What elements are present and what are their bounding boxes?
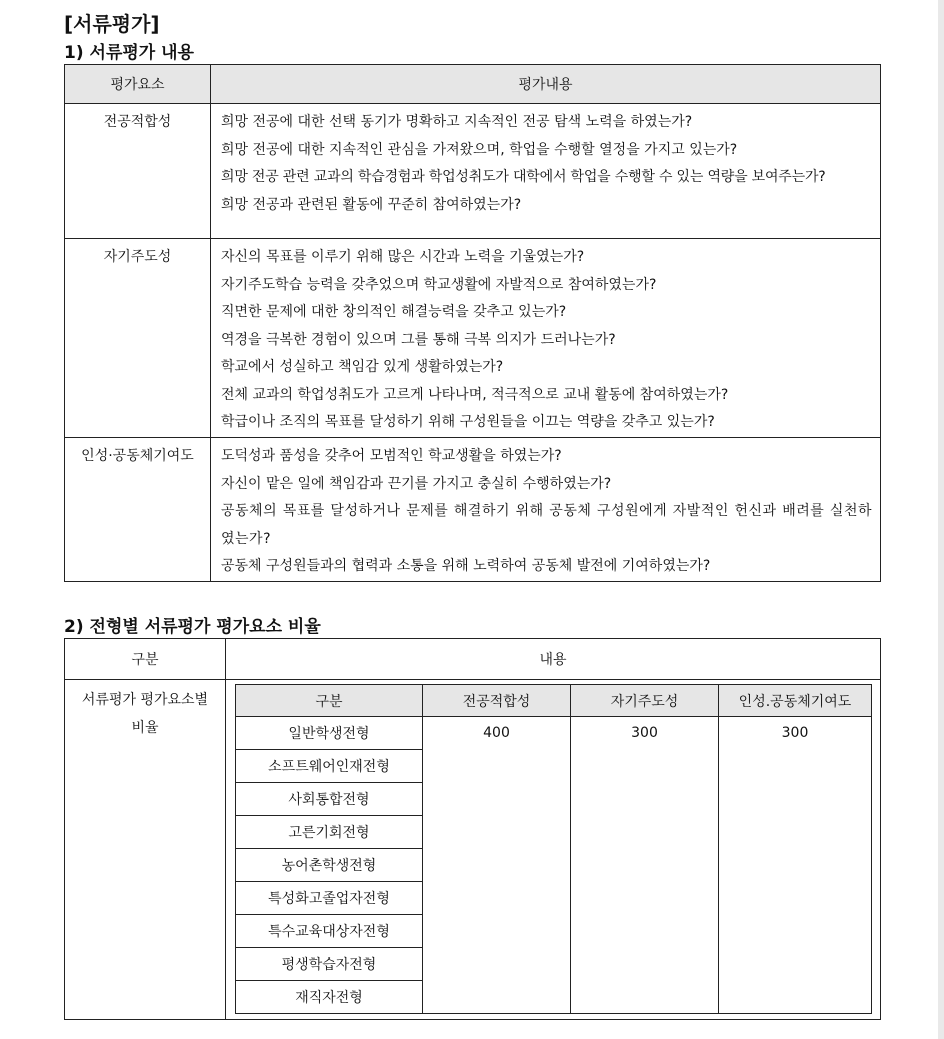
inner-header-self-direction: 자기주도성 (571, 685, 719, 717)
evaluation-content-table (64, 64, 881, 582)
admission-type: 농어촌학생전형 (236, 849, 423, 882)
admission-type: 사회통합전형 (236, 783, 423, 816)
content-item: 자신이 맡은 일에 책임감과 끈기를 가지고 충실히 수행하였는가? (221, 475, 612, 492)
category-cell: 자기주도성 (65, 239, 211, 438)
admission-type: 재직자전형 (236, 981, 423, 1014)
category-cell: 전공적합성 (65, 104, 211, 239)
content-item: 공동체의 목표를 달성하거나 문제를 해결하기 위해 공동체 구성원에게 자발적인 헌신과 배려를 실천하였는가? (221, 503, 872, 547)
table1-row (65, 438, 881, 582)
admission-type: 특수교육대상자전형 (236, 915, 423, 948)
ratio-label-cell (65, 680, 226, 1020)
inner-header-major-fit: 전공적합성 (423, 685, 571, 717)
inner-header-character: 인성.공동체기여도 (719, 685, 872, 717)
major-fit-value: 400 (423, 717, 571, 1014)
ratio-inner-table (235, 684, 872, 1014)
table1-header-row (65, 65, 881, 104)
content-cell (211, 438, 881, 582)
table2-header-content: 내용 (226, 639, 881, 680)
content-item: 희망 전공에 대한 지속적인 관심을 가져왔으며, 학업을 수행할 열정을 가지고 있는가? (221, 141, 738, 158)
ratio-label-line2: 비율 (131, 720, 159, 736)
table1-header-content: 평가내용 (211, 65, 881, 104)
content-item: 공동체 구성원들과의 협력과 소통을 위해 노력하여 공동체 발전에 기여하였는가? (221, 558, 711, 574)
content-item: 도덕성과 품성을 갖추어 모범적인 학교생활을 하였는가? (221, 448, 562, 464)
admission-type: 특성화고졸업자전형 (236, 882, 423, 915)
table1-row (65, 104, 881, 239)
inner-header-type: 구분 (236, 685, 423, 717)
ratio-table (64, 638, 881, 1020)
table2-header-row (65, 639, 881, 680)
content-cell (211, 239, 881, 438)
admission-type: 고른기회전형 (236, 816, 423, 849)
content-item: 희망 전공에 대한 선택 동기가 명확하고 지속적인 전공 탐색 노력을 하였는가? (221, 114, 693, 130)
content-cell (211, 104, 881, 239)
content-item: 학급이나 조직의 목표를 달성하기 위해 구성원들을 이끄는 역량을 갖추고 있는가? (221, 414, 715, 430)
table2-header-category: 구분 (65, 639, 226, 680)
section2-title: 2) 전형별 서류평가 평가요소 비율 (64, 617, 321, 637)
table1-row (65, 239, 881, 438)
inner-header-row (236, 685, 872, 717)
category-cell: 인성·공동체기여도 (65, 438, 211, 582)
content-item: 희망 전공과 관련된 활동에 꾸준히 참여하였는가? (221, 196, 522, 213)
table2-body-row (65, 680, 881, 1020)
ratio-content-cell (226, 680, 881, 1020)
character-value: 300 (719, 717, 872, 1014)
content-item: 희망 전공 관련 교과의 학습경험과 학업성취도가 대학에서 학업을 수행할 수 있는 역량을 보여주는가? (221, 169, 826, 185)
content-item: 역경을 극복한 경험이 있으며 그를 통해 극복 의지가 드러나는가? (221, 331, 616, 348)
section1-title: 1) 서류평가 내용 (64, 43, 194, 63)
admission-type: 일반학생전형 (236, 717, 423, 750)
content-item: 자신의 목표를 이루기 위해 많은 시간과 노력을 기울였는가? (221, 249, 585, 265)
content-item: 전체 교과의 학업성취도가 고르게 나타나며, 적극적으로 교내 활동에 참여하였는가? (221, 386, 729, 403)
ratio-label-line1: 서류평가 평가요소별 (81, 692, 209, 708)
table1-header-category: 평가요소 (65, 65, 211, 104)
admission-type: 소프트웨어인재전형 (236, 750, 423, 783)
section-title: [서류평가] (64, 12, 160, 36)
admission-row (236, 717, 872, 750)
content-item: 직면한 문제에 대한 창의적인 해결능력을 갖추고 있는가? (221, 304, 567, 320)
content-item: 자기주도학습 능력을 갖추었으며 학교생활에 자발적으로 참여하였는가? (221, 276, 657, 293)
self-direction-value: 300 (571, 717, 719, 1014)
content-item: 학교에서 성실하고 책임감 있게 생활하였는가? (221, 359, 504, 375)
admission-type: 평생학습자전형 (236, 948, 423, 981)
